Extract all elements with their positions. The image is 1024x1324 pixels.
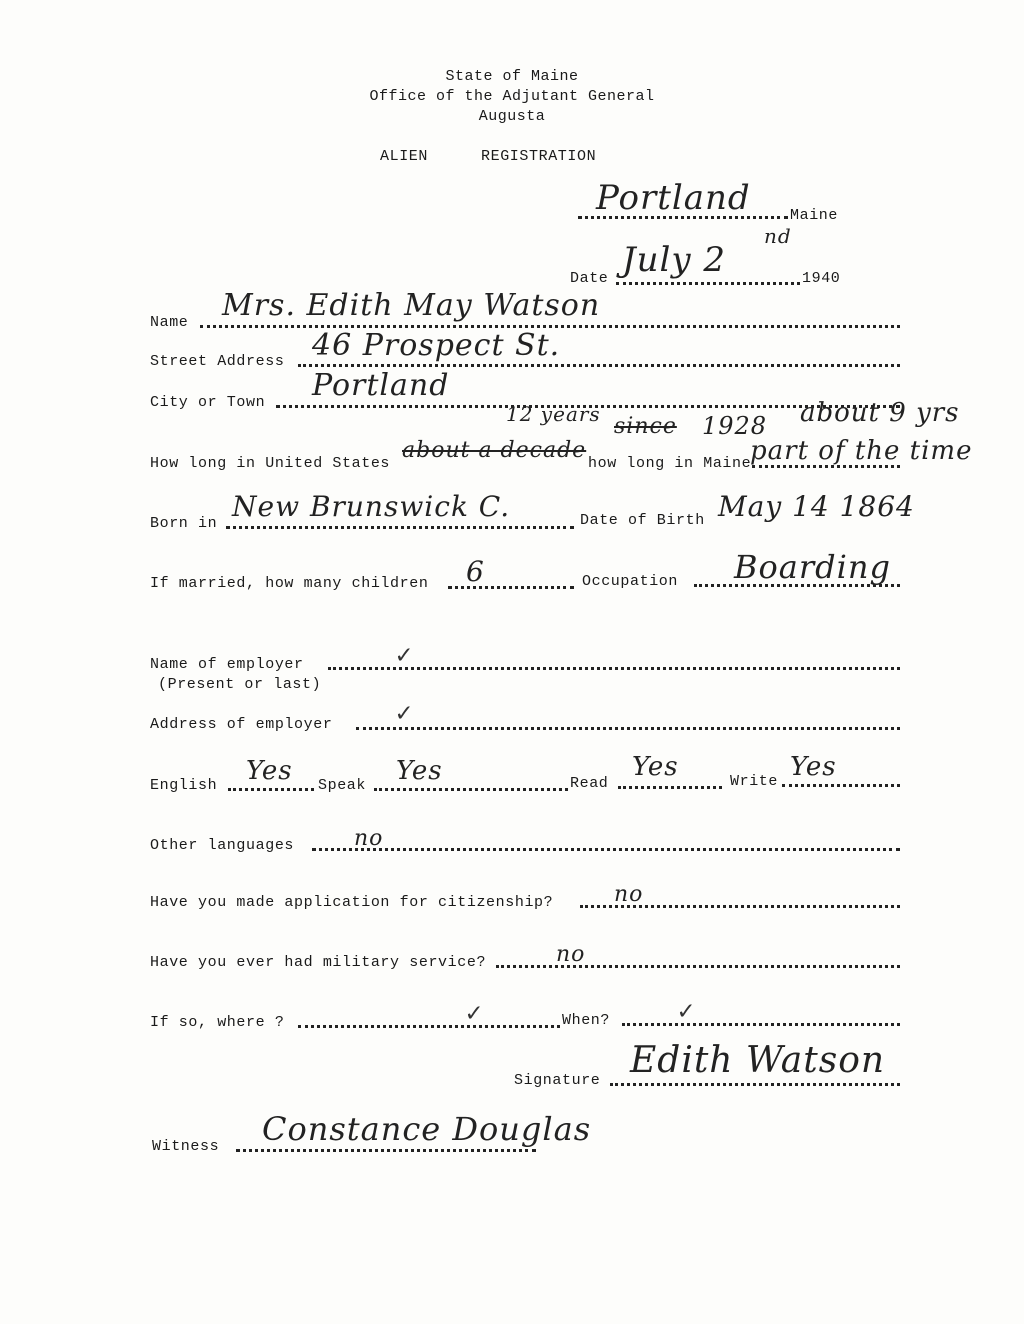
form-title-registration: REGISTRATION <box>481 148 597 165</box>
born-label: Born in <box>150 515 218 532</box>
date-dots <box>616 282 800 285</box>
signature-dots <box>610 1083 900 1086</box>
header-office: Office of the Adjutant General <box>369 88 655 105</box>
date-label: Date <box>570 270 609 287</box>
how-long-dots <box>752 465 900 468</box>
witness-value: Constance Douglas <box>262 1110 592 1148</box>
citizenship-label: Have you made application for citizenship? <box>150 894 554 911</box>
how-long-maine-label: how long in Maine <box>588 455 752 472</box>
born-dots <box>226 526 574 529</box>
header-city: Augusta <box>478 108 546 125</box>
english-label: English <box>150 777 218 794</box>
where-label: If so, where ? <box>150 1014 285 1031</box>
write-dots <box>782 784 900 787</box>
header-state: State of Maine <box>445 68 579 85</box>
other-languages-dots <box>312 848 900 851</box>
dob-label: Date of Birth <box>580 512 705 529</box>
street-value: 46 Prospect St. <box>312 328 561 363</box>
speak-value: Yes <box>396 756 443 786</box>
other-languages-value: no <box>354 826 384 851</box>
occupation-label: Occupation <box>582 573 679 590</box>
name-value: Mrs. Edith May Watson <box>222 288 601 323</box>
signature-value: Edith Watson <box>630 1040 886 1081</box>
city-label: City or Town <box>150 394 266 411</box>
name-label: Name <box>150 314 189 331</box>
employer-label: Name of employer <box>150 656 304 673</box>
where-dots <box>298 1025 560 1028</box>
how-long-maine-about: about 9 yrs <box>800 398 960 428</box>
english-dots <box>228 788 314 791</box>
read-dots <box>618 786 722 789</box>
citizenship-value: no <box>614 882 644 907</box>
how-long-maine-struck: since <box>614 414 677 439</box>
date-value: July 2 <box>622 240 727 280</box>
speak-dots <box>374 788 568 791</box>
form-title-alien: ALIEN <box>380 148 429 165</box>
read-value: Yes <box>632 752 679 782</box>
signature-label: Signature <box>514 1072 601 1089</box>
when-label: When? <box>562 1012 611 1029</box>
date-year: 1940 <box>802 270 841 287</box>
occupation-value: Boarding <box>734 548 891 586</box>
how-long-maine-part: part of the time <box>750 436 973 466</box>
street-label: Street Address <box>150 353 285 370</box>
how-long-us-struck: about a decade <box>402 438 587 463</box>
write-value: Yes <box>790 752 837 782</box>
employer-check: ✓ <box>396 641 412 671</box>
employer-address-dots <box>356 727 900 730</box>
date-superscript: nd <box>764 224 792 248</box>
city-value: Portland <box>312 368 450 403</box>
english-value: Yes <box>246 756 293 786</box>
place-suffix: Maine <box>790 207 839 224</box>
write-label: Write <box>730 773 779 790</box>
speak-label: Speak <box>318 777 367 794</box>
military-label: Have you ever had military service? <box>150 954 487 971</box>
born-value: New Brunswick C. <box>232 490 511 523</box>
employer-address-label: Address of employer <box>150 716 333 733</box>
employer-sublabel: (Present or last) <box>158 676 322 693</box>
when-dots <box>622 1023 900 1026</box>
when-check: ✓ <box>678 997 694 1027</box>
employer-address-check: ✓ <box>396 699 412 729</box>
how-long-us-value: 12 years <box>506 402 601 426</box>
other-languages-label: Other languages <box>150 837 295 854</box>
witness-label: Witness <box>152 1138 220 1155</box>
children-value: 6 <box>466 555 485 588</box>
military-value: no <box>556 942 586 967</box>
where-check: ✓ <box>466 999 482 1029</box>
read-label: Read <box>570 775 609 792</box>
how-long-maine-year: 1928 <box>702 412 768 440</box>
dob-value: May 14 1864 <box>718 490 915 523</box>
children-label: If married, how many children <box>150 575 429 592</box>
street-dots <box>298 364 900 367</box>
place-dots <box>578 216 788 219</box>
place-value: Portland <box>596 178 751 218</box>
how-long-us-label: How long in United States <box>150 455 391 472</box>
employer-dots <box>328 667 900 670</box>
witness-dots <box>236 1149 536 1152</box>
